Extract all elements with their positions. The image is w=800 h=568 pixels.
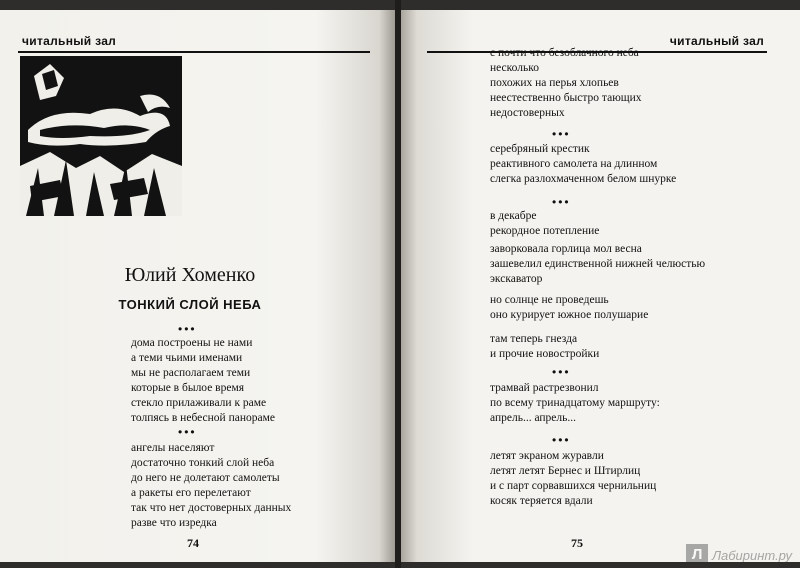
stanza-separator: •••: [552, 365, 571, 379]
right-page: [401, 10, 800, 562]
stanza-separator: •••: [552, 433, 571, 447]
left-page: [0, 10, 395, 562]
running-head-right: читальный зал: [669, 34, 764, 48]
stanza-separator: •••: [178, 322, 197, 336]
right-stanza-3: в декабре рекордное потепление: [490, 210, 600, 237]
author-name: Юлий Хоменко: [124, 264, 256, 286]
right-stanza-6: там теперь гнезда и прочие новостройки: [490, 333, 600, 360]
woodcut-image: [20, 56, 182, 216]
stanza-separator: •••: [178, 425, 197, 439]
labirint-logo-icon: Л: [686, 544, 708, 562]
running-head-left: читальный зал: [22, 34, 117, 48]
left-stanza-2: ангелы населяют достаточно тонкий слой неба до него не долетают самолеты а ракеты его перелетают так что нет достоверных данных разве что изредка: [131, 442, 292, 529]
right-stanza-2: серебряный крестик реактивного самолета на длинном слегка разлохмаченном белом шнурке: [490, 143, 677, 185]
poem-cycle-title: ТОНКИЙ СЛОЙ НЕБА: [118, 297, 262, 312]
woodcut-illustration: [20, 56, 182, 216]
left-stanza-1: дома построены не нами а теми чьими именами мы не располагаем теми которые в былое время стекло прилаживали к раме толпясь в небесной панораме: [131, 337, 275, 424]
stanza-separator: •••: [552, 195, 571, 209]
header-rule-left: [18, 51, 370, 53]
stanza-separator: •••: [552, 127, 571, 141]
right-stanza-1: с почти что безоблачного неба несколько похожих на перья хлопьев неестественно быстро тающих недостоверных: [490, 47, 642, 119]
labirint-watermark: [686, 544, 792, 562]
right-stanza-7: трамвай растрезвонил по всему тринадцатому маршруту: апрель... апрель...: [490, 382, 660, 424]
right-stanza-5: но солнце не проведешь оно курирует южное полушарие: [490, 294, 649, 321]
right-stanza-8: летят экраном журавли летят летят Бернес и Штирлиц и с парт сорвавшихся чернильниц косяк теряется вдали: [490, 450, 657, 507]
watermark-text: Лабиринт.ру: [712, 547, 792, 562]
page-number-right: 75: [571, 536, 583, 550]
right-stanza-4: заворковала горлица мол весна зашевелил единственной нижней челюстью экскаватор: [490, 243, 706, 285]
page-number-left: 74: [187, 536, 199, 550]
